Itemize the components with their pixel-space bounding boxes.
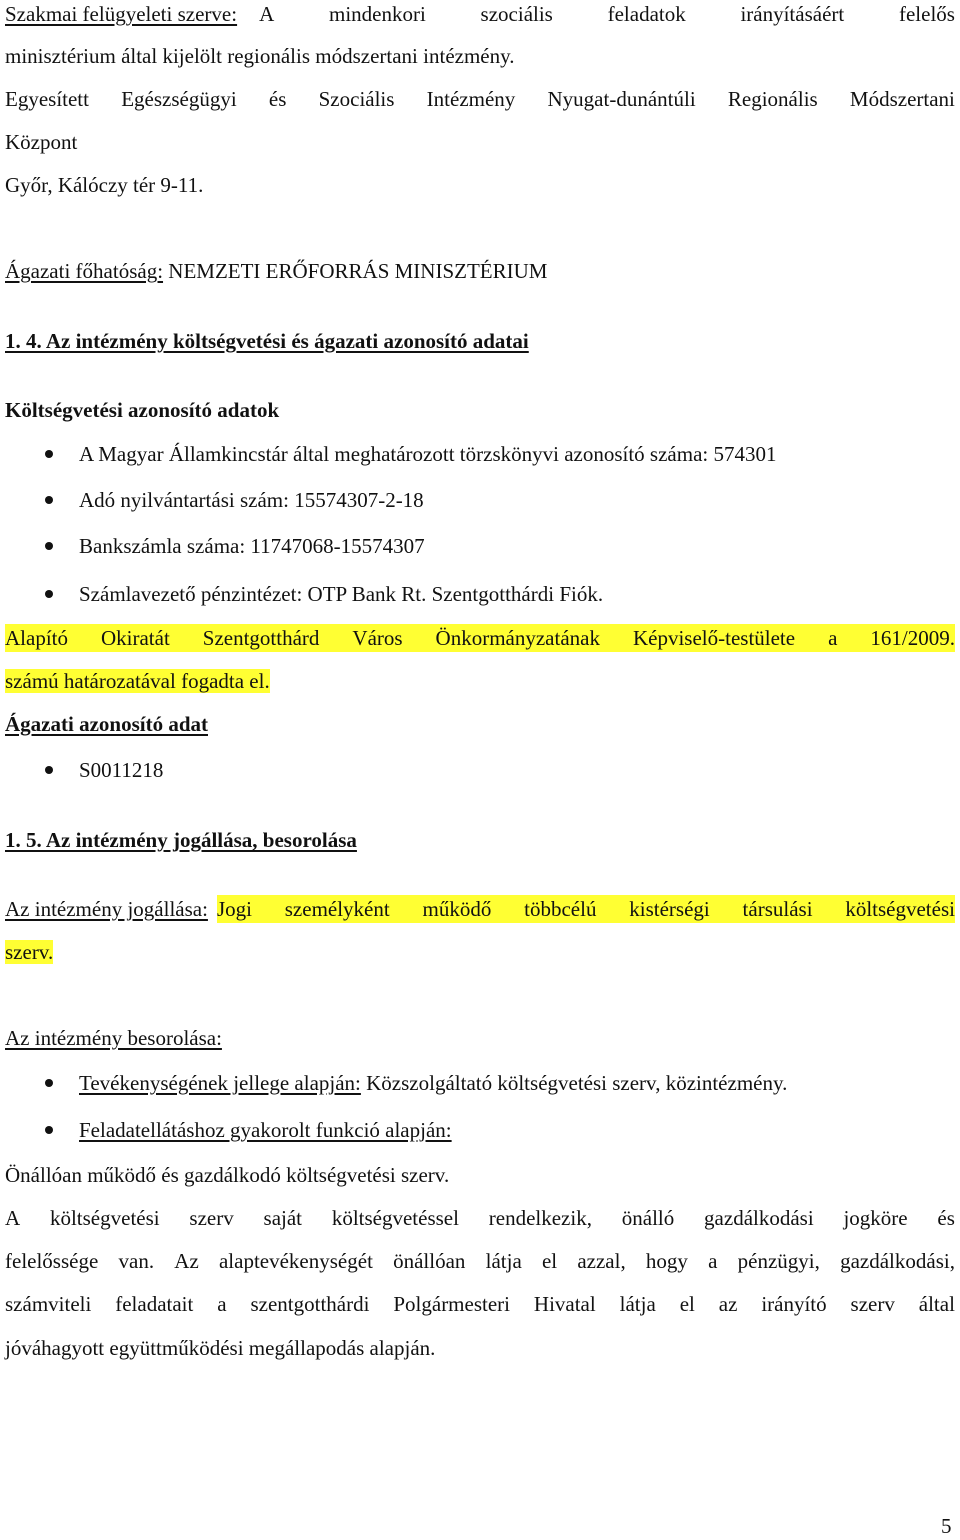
- bullet-icon: [45, 590, 53, 598]
- word: a: [708, 1249, 718, 1273]
- word: az: [718, 1292, 738, 1316]
- word: költségvetési: [49, 1206, 160, 1230]
- independent-line: Önállóan működő és gazdálkodó költségvetési szerv.: [5, 1163, 450, 1187]
- word: irányító: [761, 1292, 827, 1316]
- word: Jogi: [216, 897, 252, 921]
- word: működő: [422, 897, 492, 921]
- authority-label: Ágazati főhatóság:: [5, 259, 164, 283]
- word: számviteli: [5, 1292, 92, 1316]
- word: társulási: [742, 897, 813, 921]
- word: költségvetéssel: [331, 1206, 459, 1230]
- word: Egészségügyi: [121, 87, 237, 111]
- section-1-5-heading: 1. 5. Az intézmény jogállása, besorolása: [5, 828, 357, 852]
- supervisor-line1-rest: [259, 0, 955, 28]
- word: mindenkori: [328, 2, 426, 26]
- word: rendelkezik,: [488, 1206, 592, 1230]
- word: Intézmény: [426, 87, 516, 111]
- word: Módszertani: [849, 87, 955, 111]
- word: Polgármesteri: [393, 1292, 510, 1316]
- word: szentgotthárdi: [250, 1292, 370, 1316]
- word: Képviselő-testülete: [632, 626, 796, 650]
- word: hogy: [645, 1249, 688, 1273]
- word: feladatok: [607, 2, 686, 26]
- word: a: [217, 1292, 227, 1316]
- function-label: Feladatellátáshoz gyakorolt funkció alapján:: [79, 1118, 452, 1142]
- word: azzal,: [577, 1249, 626, 1273]
- founding-line-2-text: számú határozatával fogadta el.: [5, 669, 270, 693]
- word: Egyesített: [5, 87, 89, 111]
- supervisor-line-4: Központ: [5, 130, 78, 154]
- list-item-treasury-id: A Magyar Államkincstár által meghatározott törzskönyvi azonosító száma: 574301: [79, 442, 777, 466]
- word: önállóan: [393, 1249, 466, 1273]
- word: szerv: [850, 1292, 895, 1316]
- paragraph-line-1: [5, 1204, 955, 1232]
- founding-line-1: [5, 624, 955, 652]
- sector-id-title: Ágazati azonosító adat: [5, 712, 208, 736]
- word: saját: [263, 1206, 303, 1230]
- word: gazdálkodási,: [840, 1249, 955, 1273]
- budget-id-title: Költségvetési azonosító adatok: [5, 398, 280, 422]
- word: el: [679, 1292, 695, 1316]
- bullet-icon: [45, 1126, 53, 1134]
- paragraph-line-2: [5, 1247, 955, 1275]
- authority-value: NEMZETI ERŐFORRÁS MINISZTÉRIUM: [163, 259, 548, 283]
- supervisor-line-3: [5, 85, 955, 113]
- authority-line: [5, 257, 547, 285]
- word: és: [268, 87, 287, 111]
- word: önálló: [621, 1206, 675, 1230]
- supervisor-label: Szakmai felügyeleti szerve:: [5, 2, 238, 26]
- word: alaptevékenységét: [218, 1249, 373, 1273]
- word: Város: [352, 626, 403, 650]
- word: A: [259, 2, 275, 26]
- paragraph-line-4: jóváhagyott együttműködési megállapodás alapján.: [5, 1336, 436, 1360]
- word: jogköre: [843, 1206, 908, 1230]
- word: el: [541, 1249, 558, 1273]
- word: többcélú: [524, 897, 597, 921]
- sector-code: S0011218: [79, 758, 164, 782]
- word: pénzügyi,: [737, 1249, 820, 1273]
- word: felelőssége: [5, 1249, 99, 1273]
- word: a: [828, 626, 838, 650]
- section-1-4-heading: 1. 4. Az intézmény költségvetési és ágazati azonosító adatai: [5, 329, 529, 353]
- legal-status-line-1: [5, 895, 955, 923]
- word: személyként: [284, 897, 390, 921]
- word: van.: [118, 1249, 155, 1273]
- page-number: 5: [941, 1514, 952, 1538]
- word: kistérségi: [629, 897, 710, 921]
- supervisor-address: Győr, Kálóczy tér 9-11.: [5, 173, 204, 197]
- activity-item: [79, 1069, 787, 1097]
- word: látja: [619, 1292, 656, 1316]
- bullet-icon: [45, 1079, 53, 1087]
- word: 161/2009.: [870, 626, 955, 650]
- supervisor-line-2: minisztérium által kijelölt regionális módszertani intézmény.: [5, 44, 515, 68]
- word: Okiratát: [100, 626, 170, 650]
- list-item-bank-account: Bankszámla száma: 11747068-15574307: [79, 534, 425, 558]
- word: és: [937, 1206, 955, 1230]
- list-item-bank: Számlavezető pénzintézet: OTP Bank Rt. Szentgotthárdi Fiók.: [79, 582, 604, 606]
- word: szerv: [189, 1206, 234, 1230]
- bullet-icon: [45, 766, 53, 774]
- classification-label: Az intézmény besorolása:: [5, 1026, 222, 1050]
- bullet-icon: [45, 496, 53, 504]
- word: Szociális: [318, 87, 395, 111]
- word: Alapító: [5, 626, 68, 650]
- word: szociális: [480, 2, 553, 26]
- founding-line-2: [5, 667, 270, 695]
- paragraph-line-3: [5, 1290, 955, 1318]
- word: Önkormányzatának: [435, 626, 600, 650]
- list-item-tax-number: Adó nyilvántartási szám: 15574307-2-18: [79, 488, 424, 512]
- bullet-icon: [45, 450, 53, 458]
- activity-label: Tevékenységének jellege alapján:: [79, 1071, 361, 1095]
- activity-value: Közszolgáltató költségvetési szerv, közintézmény.: [360, 1071, 788, 1095]
- word: Regionális: [727, 87, 818, 111]
- word: Szentgotthárd: [202, 626, 320, 650]
- word: költségvetési: [845, 897, 955, 921]
- legal-status-value: [217, 895, 955, 923]
- word: által: [918, 1292, 955, 1316]
- word: irányításáért: [740, 2, 845, 26]
- word: Nyugat-dunántúli: [547, 87, 696, 111]
- word: Hivatal: [533, 1292, 596, 1316]
- word: látja: [485, 1249, 522, 1273]
- legal-status-value-end: szerv.: [5, 940, 54, 964]
- supervisor-line-1: [5, 0, 955, 28]
- word: feladatait: [115, 1292, 194, 1316]
- word: Az: [174, 1249, 199, 1273]
- word: felelős: [898, 2, 955, 26]
- bullet-icon: [45, 542, 53, 550]
- word: A: [5, 1206, 21, 1230]
- legal-status-line-2: [5, 938, 53, 966]
- legal-status-label: Az intézmény jogállása:: [5, 897, 208, 921]
- word: gazdálkodási: [704, 1206, 814, 1230]
